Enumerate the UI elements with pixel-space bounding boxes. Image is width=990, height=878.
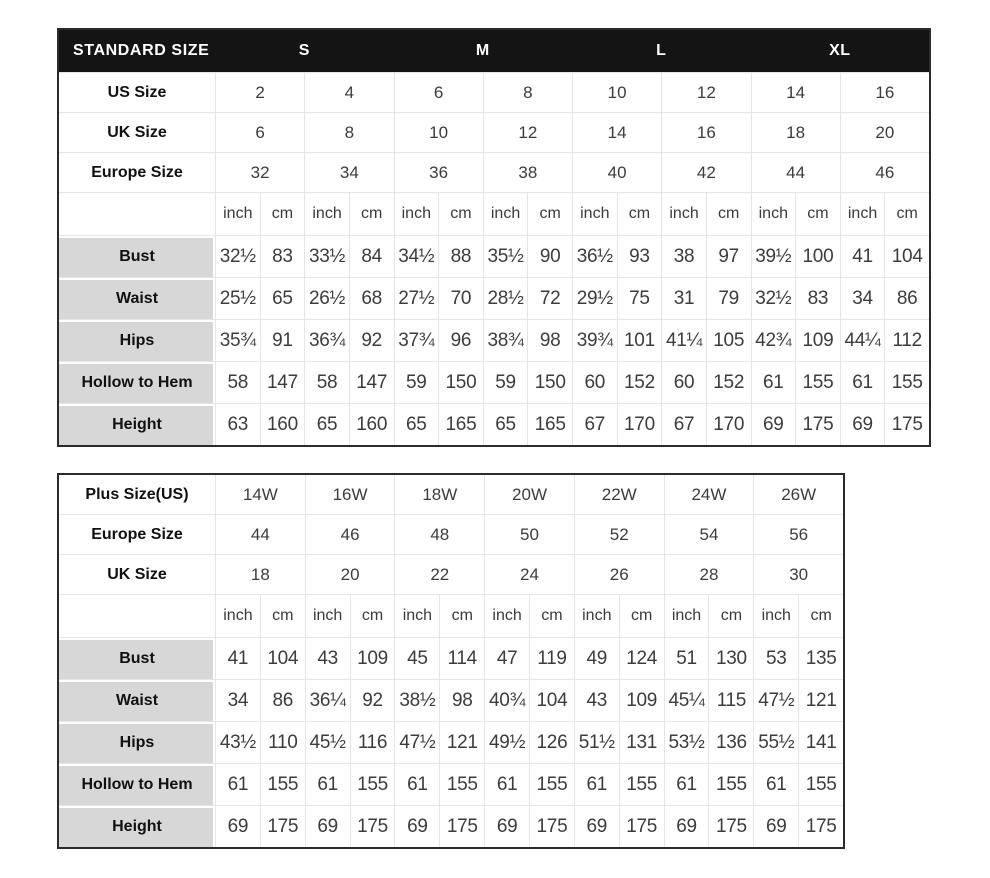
measurement-row: [59, 637, 843, 679]
row-label: Europe Size: [91, 163, 183, 181]
measurement-value-cell: 67: [572, 404, 617, 445]
size-row: [59, 112, 929, 152]
measurement-value-cell: 130: [708, 638, 753, 679]
unit-label: inch: [840, 193, 885, 235]
size-value-cell: 20: [840, 113, 929, 152]
measurement-value-cell: 38½: [394, 680, 439, 721]
size-group-label: XL: [829, 42, 851, 59]
row-label: UK Size: [107, 123, 167, 141]
measurement-value-cell: 98: [439, 680, 484, 721]
measurement-value-cell: 53: [753, 638, 798, 679]
row-label: Plus Size(US): [85, 485, 189, 503]
size-value-cell: 14: [751, 73, 840, 112]
measurement-value-cell: 32½: [215, 236, 260, 277]
measurement-value-cell: 136: [708, 722, 753, 763]
unit-label: inch: [394, 193, 439, 235]
size-value-cell: 6: [394, 73, 483, 112]
unit-label: inch: [215, 595, 260, 637]
measurement-value-cell: 135: [798, 638, 843, 679]
measurement-value-cell: 109: [350, 638, 395, 679]
measurement-value-cell: 59: [394, 362, 439, 403]
measurement-value-cell: 49: [574, 638, 619, 679]
size-value-cell: 12: [661, 73, 750, 112]
size-value-cell: 4: [304, 73, 393, 112]
measurement-value-cell: 60: [572, 362, 617, 403]
measurement-value-cell: 165: [527, 404, 572, 445]
size-value-cell: 30: [753, 555, 843, 594]
measurement-value-cell: 155: [884, 362, 929, 403]
measurement-value-cell: 69: [215, 806, 260, 847]
measurement-value-cell: 51: [664, 638, 709, 679]
measurement-value-cell: 43½: [215, 722, 260, 763]
size-value-cell: 8: [304, 113, 393, 152]
measurement-value-cell: 92: [349, 320, 394, 361]
measurement-row: [59, 721, 843, 763]
size-value-cell: 42: [661, 153, 750, 192]
measurement-value-cell: 65: [260, 278, 305, 319]
measurement-value-cell: 40¾: [484, 680, 529, 721]
unit-row: [59, 192, 929, 235]
unit-label: cm: [439, 595, 484, 637]
size-value-cell: 16W: [305, 475, 395, 514]
measurement-value-cell: 160: [349, 404, 394, 445]
measurement-value-cell: 35½: [483, 236, 528, 277]
unit-label: cm: [706, 193, 751, 235]
measurement-value-cell: 126: [529, 722, 574, 763]
table-header-row: [59, 30, 929, 72]
row-label: US Size: [107, 83, 167, 101]
measurement-row: [59, 235, 929, 277]
size-value-cell: 24: [484, 555, 574, 594]
measurement-row-label: Bust: [59, 236, 215, 277]
unit-label: cm: [529, 595, 574, 637]
measurement-value-cell: 114: [439, 638, 484, 679]
measurement-value-cell: 36¼: [305, 680, 350, 721]
measurement-value-cell: 61: [664, 764, 709, 805]
measurement-value-cell: 49½: [484, 722, 529, 763]
size-value-cell: 28: [664, 555, 754, 594]
measurement-value-cell: 58: [215, 362, 260, 403]
measurement-value-cell: 104: [529, 680, 574, 721]
measurement-row: [59, 319, 929, 361]
measurement-value-cell: 84: [349, 236, 394, 277]
size-value-cell: 36: [394, 153, 483, 192]
unit-label: cm: [527, 193, 572, 235]
unit-label: inch: [304, 193, 349, 235]
row-label: UK Size: [107, 565, 167, 583]
empty-cell: [59, 595, 215, 637]
measurement-value-cell: 65: [304, 404, 349, 445]
measurement-value-cell: 69: [305, 806, 350, 847]
size-value-cell: 54: [664, 515, 754, 554]
measurement-value-cell: 86: [884, 278, 929, 319]
size-value-cell: 46: [305, 515, 395, 554]
measurement-value-cell: 112: [884, 320, 929, 361]
measurement-row: [59, 403, 929, 445]
measurement-value-cell: 69: [840, 404, 885, 445]
measurement-value-cell: 67: [661, 404, 706, 445]
measurement-value-cell: 90: [527, 236, 572, 277]
unit-label: cm: [798, 595, 843, 637]
unit-label: cm: [260, 595, 305, 637]
measurement-value-cell: 109: [619, 680, 664, 721]
measurement-value-cell: 68: [349, 278, 394, 319]
size-value-cell: 16: [840, 73, 929, 112]
measurement-value-cell: 63: [215, 404, 260, 445]
measurement-value-cell: 58: [304, 362, 349, 403]
measurement-value-cell: 65: [483, 404, 528, 445]
measurement-value-cell: 69: [394, 806, 439, 847]
measurement-value-cell: 119: [529, 638, 574, 679]
size-row: [59, 152, 929, 192]
size-value-cell: 44: [751, 153, 840, 192]
measurement-value-cell: 61: [394, 764, 439, 805]
measurement-value-cell: 70: [438, 278, 483, 319]
size-value-cell: 56: [753, 515, 843, 554]
size-value-cell: 32: [215, 153, 304, 192]
measurement-value-cell: 45¼: [664, 680, 709, 721]
measurement-value-cell: 175: [619, 806, 664, 847]
size-value-cell: 22: [394, 555, 484, 594]
measurement-value-cell: 39½: [751, 236, 796, 277]
measurement-value-cell: 38: [661, 236, 706, 277]
measurement-value-cell: 34½: [394, 236, 439, 277]
measurement-value-cell: 86: [260, 680, 305, 721]
measurement-value-cell: 150: [438, 362, 483, 403]
measurement-value-cell: 175: [529, 806, 574, 847]
measurement-value-cell: 47: [484, 638, 529, 679]
measurement-value-cell: 175: [708, 806, 753, 847]
measurement-value-cell: 124: [619, 638, 664, 679]
measurement-value-cell: 55½: [753, 722, 798, 763]
measurement-value-cell: 93: [617, 236, 662, 277]
measurement-value-cell: 32½: [751, 278, 796, 319]
size-value-cell: 2: [215, 73, 304, 112]
measurement-row: [59, 763, 843, 805]
measurement-row-label: Waist: [59, 278, 215, 319]
size-value-cell: 48: [394, 515, 484, 554]
measurement-value-cell: 61: [574, 764, 619, 805]
unit-label: cm: [438, 193, 483, 235]
measurement-value-cell: 152: [617, 362, 662, 403]
measurement-value-cell: 69: [574, 806, 619, 847]
measurement-row-label: Bust: [59, 638, 215, 679]
measurement-value-cell: 155: [619, 764, 664, 805]
measurement-value-cell: 79: [706, 278, 751, 319]
measurement-value-cell: 110: [260, 722, 305, 763]
measurement-value-cell: 33½: [304, 236, 349, 277]
measurement-value-cell: 116: [350, 722, 395, 763]
unit-label: inch: [305, 595, 350, 637]
row-label: Europe Size: [91, 525, 183, 543]
measurement-value-cell: 155: [439, 764, 484, 805]
measurement-value-cell: 155: [529, 764, 574, 805]
measurement-value-cell: 51½: [574, 722, 619, 763]
measurement-value-cell: 104: [884, 236, 929, 277]
measurement-value-cell: 155: [350, 764, 395, 805]
measurement-row-label: Hollow to Hem: [59, 764, 215, 805]
measurement-value-cell: 44¼: [840, 320, 885, 361]
measurement-value-cell: 72: [527, 278, 572, 319]
measurement-row: [59, 277, 929, 319]
unit-row: [59, 594, 843, 637]
size-value-cell: 14W: [215, 475, 305, 514]
size-value-cell: 18: [751, 113, 840, 152]
size-group-label: L: [656, 42, 667, 59]
measurement-value-cell: 170: [706, 404, 751, 445]
measurement-value-cell: 36¾: [304, 320, 349, 361]
measurement-value-cell: 155: [798, 764, 843, 805]
size-value-cell: 44: [215, 515, 305, 554]
unit-label: cm: [617, 193, 662, 235]
measurement-row-label: Height: [59, 404, 215, 445]
size-value-cell: 46: [840, 153, 929, 192]
measurement-value-cell: 155: [795, 362, 840, 403]
empty-cell: [59, 193, 215, 235]
unit-label: inch: [751, 193, 796, 235]
measurement-value-cell: 175: [795, 404, 840, 445]
measurement-value-cell: 170: [617, 404, 662, 445]
size-value-cell: 6: [215, 113, 304, 152]
measurement-value-cell: 131: [619, 722, 664, 763]
measurement-value-cell: 69: [753, 806, 798, 847]
measurement-value-cell: 35¾: [215, 320, 260, 361]
measurement-value-cell: 104: [260, 638, 305, 679]
measurement-value-cell: 150: [527, 362, 572, 403]
measurement-value-cell: 47½: [753, 680, 798, 721]
size-group-label: M: [475, 42, 490, 59]
unit-label: inch: [664, 595, 709, 637]
measurement-value-cell: 42¾: [751, 320, 796, 361]
measurement-value-cell: 83: [260, 236, 305, 277]
unit-label: cm: [795, 193, 840, 235]
measurement-value-cell: 39¾: [572, 320, 617, 361]
measurement-value-cell: 61: [484, 764, 529, 805]
size-value-cell: 26: [574, 555, 664, 594]
measurement-value-cell: 59: [483, 362, 528, 403]
measurement-value-cell: 31: [661, 278, 706, 319]
measurement-value-cell: 165: [438, 404, 483, 445]
measurement-value-cell: 45½: [305, 722, 350, 763]
measurement-value-cell: 47½: [394, 722, 439, 763]
size-value-cell: 34: [304, 153, 393, 192]
unit-label: inch: [483, 193, 528, 235]
measurement-value-cell: 61: [215, 764, 260, 805]
size-value-cell: 12: [483, 113, 572, 152]
measurement-value-cell: 100: [795, 236, 840, 277]
measurement-value-cell: 147: [260, 362, 305, 403]
measurement-value-cell: 36½: [572, 236, 617, 277]
size-row: [59, 554, 843, 594]
measurement-value-cell: 29½: [572, 278, 617, 319]
measurement-value-cell: 41¼: [661, 320, 706, 361]
measurement-value-cell: 38¾: [483, 320, 528, 361]
measurement-row-label: Height: [59, 806, 215, 847]
measurement-value-cell: 69: [484, 806, 529, 847]
measurement-row: [59, 361, 929, 403]
size-value-cell: 10: [572, 73, 661, 112]
measurement-value-cell: 43: [305, 638, 350, 679]
measurement-value-cell: 61: [840, 362, 885, 403]
measurement-row-label: Hips: [59, 722, 215, 763]
measurement-value-cell: 43: [574, 680, 619, 721]
unit-label: inch: [394, 595, 439, 637]
measurement-value-cell: 115: [708, 680, 753, 721]
measurement-value-cell: 26½: [304, 278, 349, 319]
measurement-value-cell: 61: [751, 362, 796, 403]
unit-label: cm: [260, 193, 305, 235]
unit-label: cm: [350, 595, 395, 637]
size-value-cell: 10: [394, 113, 483, 152]
measurement-row-label: Hips: [59, 320, 215, 361]
unit-label: cm: [619, 595, 664, 637]
size-value-cell: 26W: [753, 475, 843, 514]
measurement-value-cell: 34: [840, 278, 885, 319]
measurement-value-cell: 175: [350, 806, 395, 847]
size-value-cell: 20W: [484, 475, 574, 514]
measurement-value-cell: 27½: [394, 278, 439, 319]
size-row: [59, 72, 929, 112]
measurement-value-cell: 60: [661, 362, 706, 403]
measurement-value-cell: 41: [840, 236, 885, 277]
measurement-value-cell: 175: [798, 806, 843, 847]
measurement-value-cell: 97: [706, 236, 751, 277]
size-value-cell: 52: [574, 515, 664, 554]
size-row: [59, 514, 843, 554]
measurement-value-cell: 53½: [664, 722, 709, 763]
size-value-cell: 18: [215, 555, 305, 594]
unit-label: cm: [884, 193, 929, 235]
unit-label: cm: [349, 193, 394, 235]
measurement-value-cell: 91: [260, 320, 305, 361]
size-value-cell: 24W: [664, 475, 754, 514]
measurement-value-cell: 121: [439, 722, 484, 763]
measurement-value-cell: 175: [439, 806, 484, 847]
unit-label: inch: [574, 595, 619, 637]
size-value-cell: 50: [484, 515, 574, 554]
size-value-cell: 8: [483, 73, 572, 112]
measurement-value-cell: 101: [617, 320, 662, 361]
measurement-value-cell: 160: [260, 404, 305, 445]
measurement-row: [59, 805, 843, 847]
size-row: [59, 475, 843, 514]
measurement-value-cell: 83: [795, 278, 840, 319]
plus-size-table: [57, 473, 845, 849]
measurement-value-cell: 88: [438, 236, 483, 277]
unit-label: inch: [215, 193, 260, 235]
unit-label: inch: [484, 595, 529, 637]
size-value-cell: 16: [661, 113, 750, 152]
unit-label: inch: [661, 193, 706, 235]
measurement-value-cell: 109: [795, 320, 840, 361]
measurement-value-cell: 105: [706, 320, 751, 361]
size-value-cell: 22W: [574, 475, 664, 514]
measurement-value-cell: 175: [884, 404, 929, 445]
size-value-cell: 40: [572, 153, 661, 192]
size-value-cell: 20: [305, 555, 395, 594]
measurement-value-cell: 25½: [215, 278, 260, 319]
measurement-row-label: Waist: [59, 680, 215, 721]
measurement-value-cell: 75: [617, 278, 662, 319]
measurement-value-cell: 45: [394, 638, 439, 679]
measurement-row: [59, 679, 843, 721]
measurement-value-cell: 28½: [483, 278, 528, 319]
size-group-label: S: [298, 42, 310, 59]
table-title: STANDARD SIZE: [73, 42, 210, 59]
unit-label: inch: [753, 595, 798, 637]
measurement-value-cell: 69: [664, 806, 709, 847]
unit-label: cm: [708, 595, 753, 637]
measurement-value-cell: 141: [798, 722, 843, 763]
size-value-cell: 38: [483, 153, 572, 192]
measurement-value-cell: 41: [215, 638, 260, 679]
measurement-value-cell: 34: [215, 680, 260, 721]
measurement-value-cell: 37¾: [394, 320, 439, 361]
measurement-value-cell: 61: [305, 764, 350, 805]
measurement-row-label: Hollow to Hem: [59, 362, 215, 403]
measurement-value-cell: 175: [260, 806, 305, 847]
measurement-value-cell: 121: [798, 680, 843, 721]
measurement-value-cell: 98: [527, 320, 572, 361]
measurement-value-cell: 61: [753, 764, 798, 805]
measurement-value-cell: 147: [349, 362, 394, 403]
size-value-cell: 14: [572, 113, 661, 152]
measurement-value-cell: 69: [751, 404, 796, 445]
measurement-value-cell: 96: [438, 320, 483, 361]
measurement-value-cell: 92: [350, 680, 395, 721]
measurement-value-cell: 152: [706, 362, 751, 403]
unit-label: inch: [572, 193, 617, 235]
measurement-value-cell: 155: [260, 764, 305, 805]
size-value-cell: 18W: [394, 475, 484, 514]
measurement-value-cell: 155: [708, 764, 753, 805]
standard-size-table: [57, 28, 931, 447]
measurement-value-cell: 65: [394, 404, 439, 445]
